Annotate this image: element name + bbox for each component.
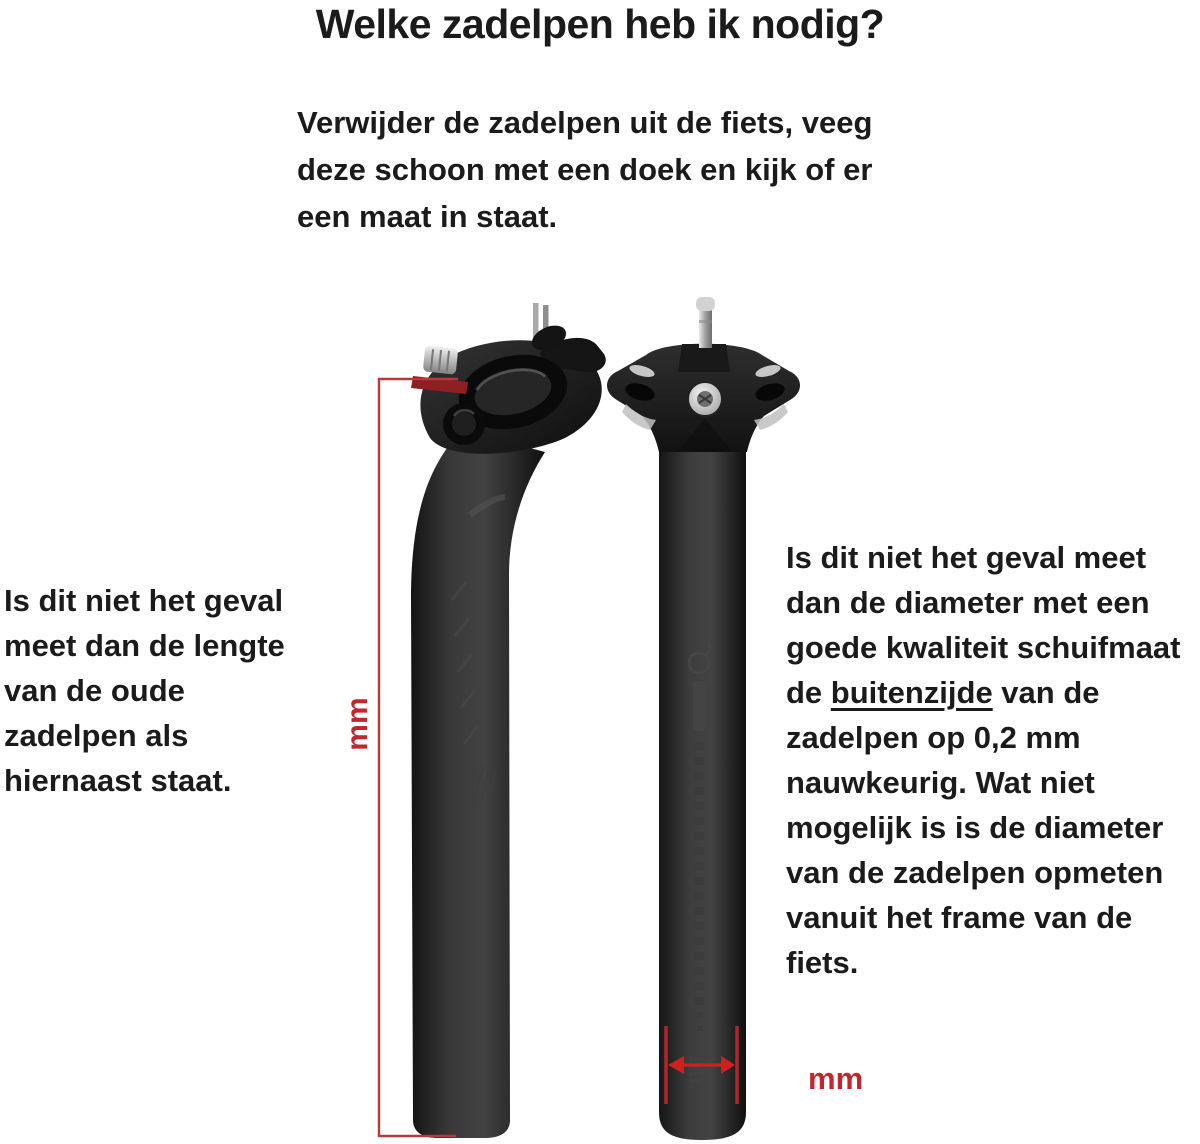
- top-bolt-stem: [696, 297, 715, 348]
- centre-clamp-bolt: [688, 382, 722, 416]
- seatpost-side-view-photo: [411, 303, 606, 1138]
- text-line: zadelpen als: [4, 718, 189, 753]
- diameter-instruction: [786, 535, 1181, 985]
- adjuster-bolt: [423, 345, 459, 374]
- seatpost-front-view-photo: [607, 297, 800, 1140]
- text-line: mogelijk is is de diameter: [786, 810, 1164, 845]
- text-segment: van de: [992, 675, 1100, 710]
- text-line: van de oude: [4, 673, 185, 708]
- underlined-word: buitenzijde: [830, 675, 993, 710]
- text-line: Verwijder de zadelpen uit de fiets, veeg: [297, 105, 873, 140]
- diameter-unit-label: mm: [808, 1061, 864, 1096]
- length-unit-label: mm: [341, 697, 374, 751]
- text-line: fiets.: [786, 945, 859, 980]
- page-title: Welke zadelpen heb ik nodig?: [315, 1, 885, 47]
- text-line: deze schoon met een doek en kijk of er: [297, 152, 873, 187]
- intro-paragraph: [297, 99, 872, 240]
- text-line: hiernaast staat.: [4, 763, 232, 798]
- text-line: vanuit het frame van de: [786, 900, 1133, 935]
- text-line: goede kwaliteit schuifmaat: [786, 630, 1181, 665]
- text-line: dan de diameter met een: [786, 585, 1150, 620]
- text-line: nauwkeurig. Wat niet: [786, 765, 1095, 800]
- text-line: Is dit niet het geval meet: [786, 540, 1147, 575]
- text-line: een maat in staat.: [297, 199, 558, 234]
- text-line: meet dan de lengte: [4, 628, 285, 663]
- text-line: Is dit niet het geval: [4, 583, 284, 618]
- text-segment: de: [786, 675, 831, 710]
- text-line: [786, 670, 1181, 715]
- text-line: zadelpen op 0,2 mm: [786, 720, 1081, 755]
- length-instruction: [4, 578, 285, 803]
- text-line: van de zadelpen opmeten: [786, 855, 1164, 890]
- clamp-bolt: [443, 403, 485, 445]
